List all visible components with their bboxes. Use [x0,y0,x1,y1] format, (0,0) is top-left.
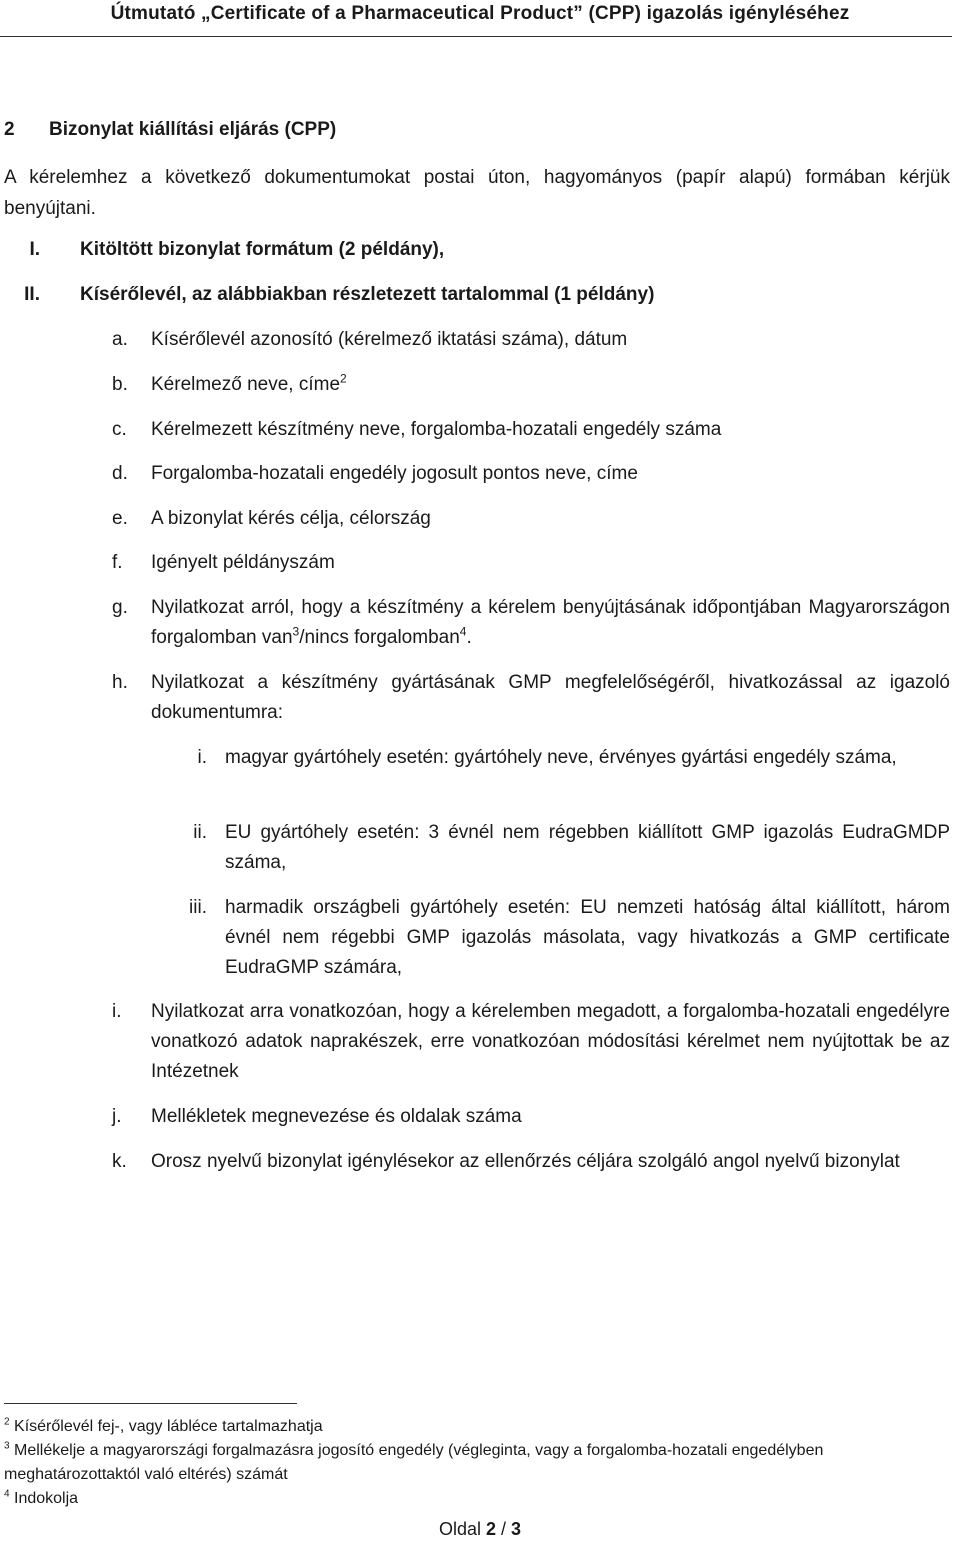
list-item-h [112,668,950,728]
item-text: Kérelmezett készítmény neve, forgalomba-hozatali engedély száma [151,419,722,440]
item-letter: c. [112,419,127,440]
page-number [0,1519,960,1540]
item-text: Nyilatkozat a készítmény gyártásának GMP megfelelőségéről, hivatkozással az igazoló dokumentumra: [151,672,950,723]
item-text: Kísérőlevél azonosító (kérelmező iktatási száma), dátum [151,329,628,350]
sub-item-ii [170,818,950,878]
footnote-ref: 2 [340,371,347,386]
list-item-d [112,459,950,489]
item-text: A bizonylat kérés célja, célország [151,508,431,529]
item-letter: b. [112,374,128,395]
item-text: Mellékletek megnevezése és oldalak száma [151,1106,522,1127]
page-separator: / [501,1519,507,1539]
item-text-main: Kérelmező neve, címe [151,374,341,395]
roman-numeral: II. [24,284,40,305]
roman-numeral: I. [29,239,40,260]
roman-item-text: Kitöltött bizonylat formátum (2 példány), [80,239,445,260]
footnote-number: 3 [4,1440,10,1452]
item-letter: f. [112,552,123,573]
item-letter: i. [112,1001,122,1022]
sub-item-text: harmadik országbeli gyártóhely esetén: EU nemzeti hatóság által kiállított, három évnél nem régebbi GMP igazolás másolata, vagy hivatkozás a GMP certificate EudraGMP számára, [225,897,950,978]
footnote-ref: 3 [292,624,300,639]
sub-item-label: ii. [193,822,207,843]
footnote-divider [4,1403,297,1404]
footnote-ref: 4 [459,624,467,639]
footnote-4 [4,1487,950,1511]
item-letter: h. [112,672,128,693]
item-letter: a. [112,329,128,350]
footnote-3 [4,1439,950,1487]
footnote-number: 2 [4,1416,10,1428]
section-number: 2 [4,119,15,140]
item-text [151,370,950,400]
footnote-text: Indokolja [14,1490,79,1507]
section-title: Bizonylat kiállítási eljárás (CPP) [49,119,337,140]
page-total: 3 [511,1519,522,1539]
roman-item-text: Kísérőlevél, az alábbiakban részletezett tartalommal (1 példány) [80,284,655,305]
list-item-e [112,504,950,534]
footnote-number: 4 [4,1488,10,1500]
footnote-text: Mellékelje a magyarországi forgalmazásra jogosító engedély (végleginta, vagy a forgalomba-hozatali engedélyben meghatározottaktól való eltérés) számát [4,1442,824,1483]
sub-item-label: iii. [189,897,207,918]
list-item-a [112,325,950,355]
intro-paragraph: A kérelemhez a következő dokumentumokat postai úton, hagyományos (papír alapú) formában kérjük benyújtani. [4,167,950,219]
list-item-k [112,1147,950,1177]
item-text: Forgalomba-hozatali engedély jogosult pontos neve, címe [151,463,638,484]
page-header [0,0,960,38]
sub-item-text: magyar gyártóhely esetén: gyártóhely neve, érvényes gyártási engedély száma, [225,747,897,768]
header-divider [0,36,952,37]
list-item-g [112,593,950,653]
item-text [151,593,950,653]
list-item-i [112,997,950,1087]
list-item-b [112,370,950,400]
sub-item-label: i. [197,747,207,768]
list-item-f [112,548,950,578]
sub-item-iii [170,893,950,983]
list-item-j [112,1102,950,1132]
sub-item-text: EU gyártóhely esetén: 3 évnél nem régebben kiállított GMP igazolás EudraGMDP száma, [225,822,950,873]
page-prefix: Oldal [438,1519,481,1539]
item-letter: e. [112,508,128,529]
item-text: Orosz nyelvű bizonylat igénylésekor az ellenőrzés céljára szolgáló angol nyelvű bizonylat [151,1151,900,1172]
item-text-part-2: /nincs forgalomban [299,627,460,648]
footnote-2 [4,1415,950,1439]
item-text-part-1: Nyilatkozat arról, hogy a készítmény a kérelem benyújtásának időpontjában Magyarországon forgalomban van [151,597,950,648]
item-text-part-3: . [466,627,472,648]
item-letter: j. [112,1106,122,1127]
item-text: Nyilatkozat arra vonatkozóan, hogy a kérelemben megadott, a forgalomba-hozatali engedélyre vonatkozó adatok naprakészek, erre vonatkozóan módosítási kérelmet nem nyújtottak be az Intézetnek [151,1001,950,1082]
footnote-text: Kísérőlevél fej-, vagy lábléce tartalmazhatja [14,1418,323,1435]
sub-item-i [170,743,950,773]
item-letter: d. [112,463,128,484]
item-letter: g. [112,597,128,618]
list-item-c [112,415,950,445]
item-letter: k. [112,1151,127,1172]
header-title: Útmutató „Certificate of a Pharmaceutical Product” (CPP) igazolás igényléséhez [110,3,850,24]
footnotes [4,1415,950,1511]
item-text: Igényelt példányszám [151,552,335,573]
page-current: 2 [485,1519,496,1539]
section-heading [4,119,336,141]
